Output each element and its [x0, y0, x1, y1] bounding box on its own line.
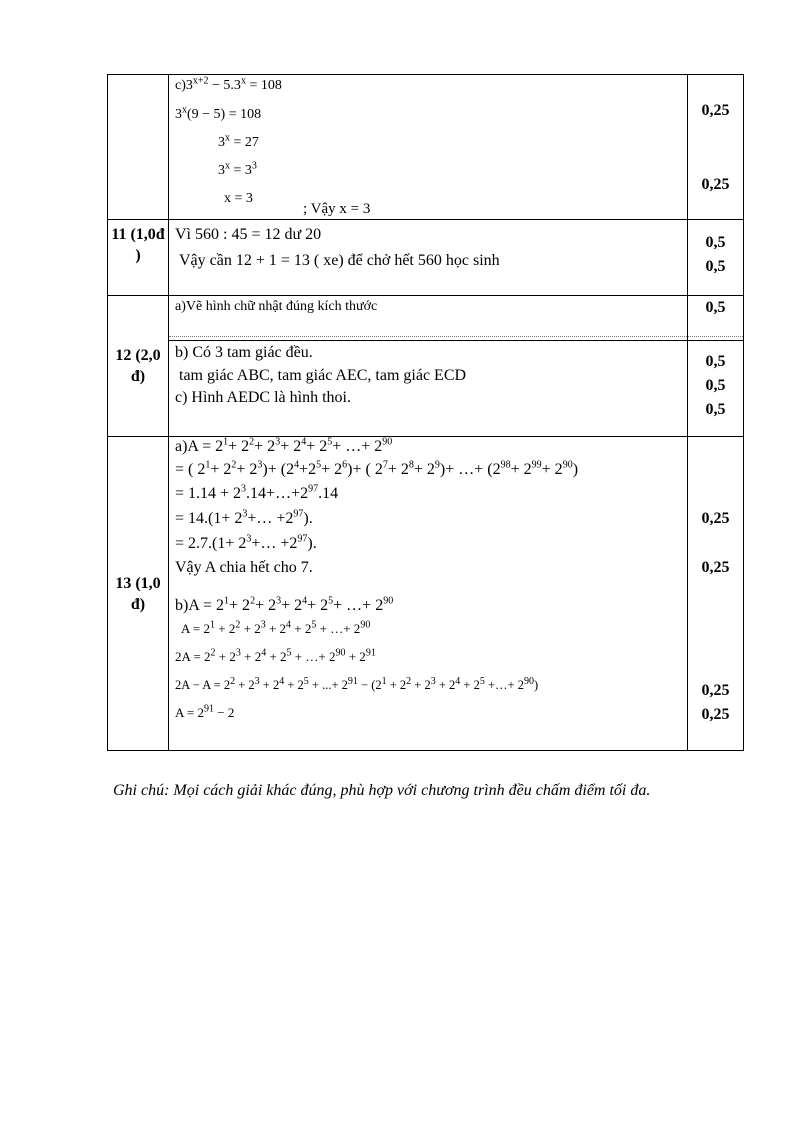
question-cell: 11 (1,0đ ) [108, 220, 169, 296]
answer-line: $2A - A = 2^2 + 2^3 + 2^4 + 2^5$ + ...+ $2^{91} - (2^1 + 2^2 + 2^3 + 2^4 + 2^5$ +…+ $2^{90}$) [175, 675, 539, 692]
grading-table [107, 74, 744, 751]
question-cell: 13 (1,0 đ) [108, 437, 169, 751]
answer-line: tam giác ABC, tam giác AEC, tam giác ECD [179, 367, 467, 384]
table-row-11 [108, 220, 744, 296]
divider [688, 340, 743, 341]
divider [169, 340, 687, 341]
score-cell [688, 437, 744, 751]
divider [688, 336, 743, 337]
score: 0,5 [705, 401, 726, 418]
answer-line: $3^x(9 - 5) = 108$ [175, 104, 262, 122]
table-row-13 [108, 437, 744, 751]
footnote: Ghi chú: Mọi cách giải khác đúng, phù hợp với chương trình đều chấm điểm tối đa. [113, 782, 651, 799]
divider [169, 336, 687, 337]
answer-line: Vậy cần 12 + 1 = 13 ( xe) để chở hết 560 học sinh [179, 252, 500, 269]
score: 0,5 [705, 258, 726, 275]
answer-line: = $2.7.(1+ 2^3+\dots +2^{97})$. [175, 533, 317, 552]
answer-cell [169, 220, 688, 296]
score: 0,25 [701, 559, 730, 576]
score: 0,25 [701, 510, 730, 527]
answer-line: = $1.14 + 2^3.14+\dots+2^{97}.14$ [175, 483, 339, 502]
score-cell [688, 220, 744, 296]
answer-line: a)Vẽ hình chữ nhật đúng kích thước [175, 299, 378, 314]
score: 0,25 [701, 706, 730, 723]
table-row-10c [108, 75, 744, 220]
answer-line: ; Vậy x = 3 [303, 201, 371, 217]
answer-cell [169, 437, 688, 751]
answer-line: $A = 2^{91} - 2$ [175, 703, 235, 720]
answer-line: x = 3 [224, 191, 253, 206]
score: 0,5 [705, 377, 726, 394]
answer-line: $c)3^{x+2} - 5.3^x = 108$ [175, 75, 282, 93]
score: 0,25 [701, 102, 730, 119]
score-cell [688, 296, 744, 437]
answer-line: $b)A = 2^1+ 2^2+ 2^3+ 2^4+ 2^5+$ …+ $2^{90}$ [175, 595, 394, 614]
answer-line: Vậy A chia hết cho 7. [175, 559, 313, 576]
question-cell [108, 75, 169, 220]
question-cell: 12 (2,0 đ) [108, 296, 169, 437]
answer-line: c) Hình AEDC là hình thoi. [175, 389, 351, 406]
answer-cell [169, 296, 688, 437]
answer-line: Vì 560 : 45 = 12 dư 20 [175, 226, 322, 243]
answer-line: $2A = 2^2 + 2^3 + 2^4 + 2^5$ + …+ $2^{90} + 2^{91}$ [175, 647, 376, 664]
answer-line: b) Có 3 tam giác đều. [175, 344, 313, 361]
score: 0,25 [701, 176, 730, 193]
answer-line: $3^x = 27$ [218, 132, 259, 150]
answer-line: $a)A = 2^1+ 2^2+ 2^3+ 2^4+ 2^5+$ …+ $2^{90}$ [175, 436, 393, 455]
answer-cell [169, 75, 688, 220]
answer-line: = $14.(1+ 2^3+\dots +2^{97})$. [175, 508, 313, 527]
table-row-12 [108, 296, 744, 437]
score: 0,5 [705, 353, 726, 370]
score-cell [688, 75, 744, 220]
answer-line: $3^x = 3^3$ [218, 160, 257, 178]
score: 0,5 [705, 234, 726, 251]
score: 0,5 [705, 299, 726, 316]
score: 0,25 [701, 682, 730, 699]
answer-line: = ( $2^1+ 2^2+ 2^3)+ (2^4+2^5+ 2^6)+$ ( $2^7+ 2^8+ 2^9)+$ …+ $(2^{98}+ 2^{99}+ 2^{90})$ [175, 459, 579, 478]
answer-line: $A = 2^1 + 2^2 + 2^3 + 2^4 + 2^5$ + …+ $2^{90}$ [181, 619, 371, 636]
